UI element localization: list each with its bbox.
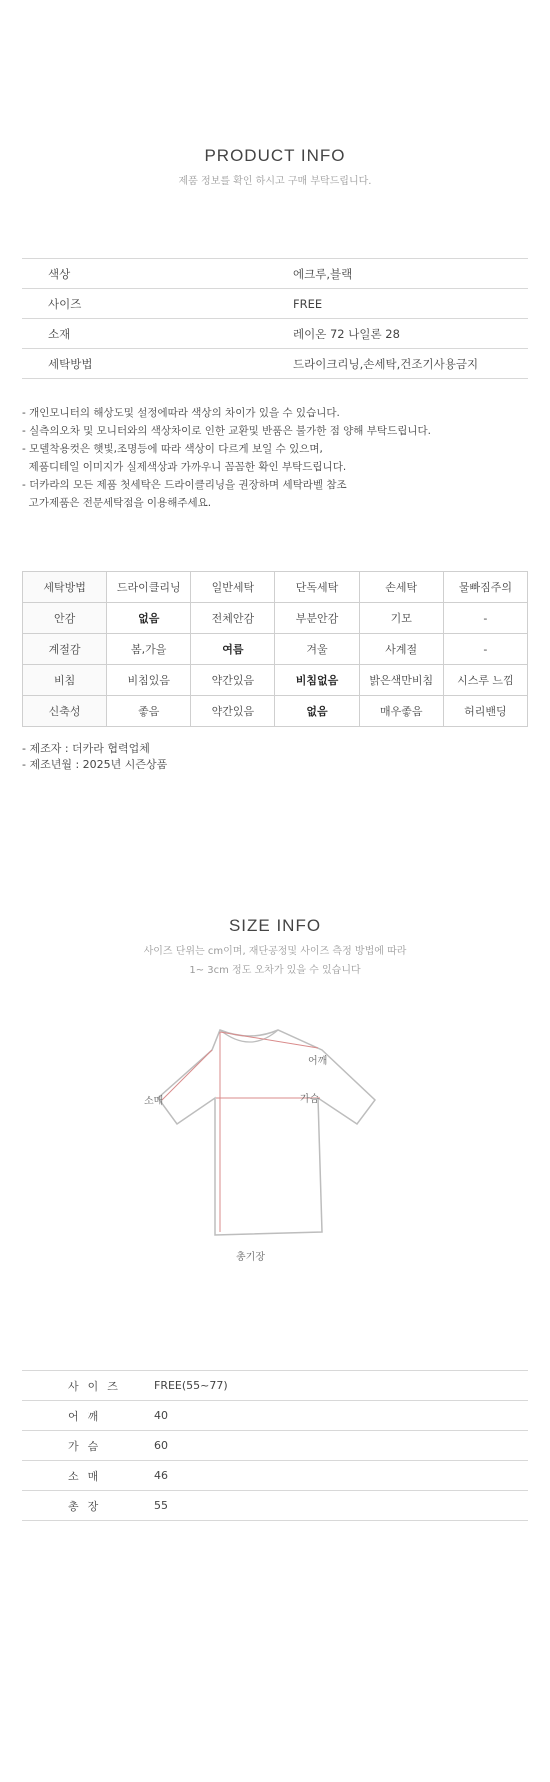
care-cell: 여름 xyxy=(191,634,275,665)
size-label: 가슴 xyxy=(68,1439,108,1453)
notice-item: - 모델착용컷은 햇빛,조명등에 따라 색상이 다르게 보일 수 있으며, xyxy=(22,443,323,455)
care-header-cell: 드라이클리닝 xyxy=(107,572,191,603)
care-cell: 없음 xyxy=(107,603,191,634)
care-row-label: 신축성 xyxy=(23,696,107,727)
care-row-stretch xyxy=(23,696,528,727)
size-value: 46 xyxy=(154,1469,168,1482)
care-row-label: 안감 xyxy=(23,603,107,634)
product-info-title: PRODUCT INFO xyxy=(204,146,346,165)
size-info-subtitle-2: 1~ 3cm 정도 오차가 있을 수 있습니다 xyxy=(189,965,361,976)
size-value: 55 xyxy=(154,1499,168,1512)
care-header-cell: 세탁방법 xyxy=(23,572,107,603)
size-info-title: SIZE INFO xyxy=(228,916,322,935)
care-cell: 밝은색만비침 xyxy=(359,665,443,696)
info-value: 레이온 72 나일론 28 xyxy=(293,326,400,341)
care-cell: 좋음 xyxy=(107,696,191,727)
care-row-season xyxy=(23,634,528,665)
info-value: 드라이크리닝,손세탁,건조기사용금지 xyxy=(293,356,479,371)
care-table xyxy=(22,571,528,727)
maker-info xyxy=(22,741,167,773)
care-cell: 봄,가을 xyxy=(107,634,191,665)
sleeve-label: 소매 xyxy=(144,1096,164,1107)
product-info-subtitle: 제품 정보를 확인 하시고 구매 부탁드립니다. xyxy=(178,176,372,187)
care-cell: - xyxy=(443,634,527,665)
info-row-color xyxy=(22,259,528,289)
notice-item: - 개인모니터의 해상도및 설정에따라 색상의 차이가 있을 수 있습니다. xyxy=(22,407,340,419)
info-value: FREE xyxy=(293,296,323,311)
manufacturer-text: - 제조자 : 더카라 협력업체 xyxy=(22,742,150,755)
care-cell: 허리밴딩 xyxy=(443,696,527,727)
care-cell: 사계절 xyxy=(359,634,443,665)
size-row xyxy=(22,1401,528,1431)
care-cell: 기모 xyxy=(359,603,443,634)
manufacture-date-text: - 제조년월 : 2025년 시즌상품 xyxy=(22,758,168,771)
care-cell: 부분안감 xyxy=(275,603,359,634)
size-label: 총장 xyxy=(68,1499,108,1513)
tshirt-icon xyxy=(150,1020,390,1260)
size-row xyxy=(22,1371,528,1401)
info-row-material xyxy=(22,319,528,349)
notice-item: 제품디테일 이미지가 실제색상과 가까우니 꼼꼼한 확인 부탁드립니다. xyxy=(22,461,347,473)
size-row xyxy=(22,1491,528,1521)
size-value: FREE(55~77) xyxy=(154,1379,228,1392)
care-cell: 전체안감 xyxy=(191,603,275,634)
care-cell: 겨울 xyxy=(275,634,359,665)
care-cell: 매우좋음 xyxy=(359,696,443,727)
product-info-table xyxy=(22,258,528,379)
chest-label: 가슴 xyxy=(300,1094,320,1105)
notice-list xyxy=(22,404,528,512)
size-label: 어깨 xyxy=(68,1409,108,1423)
size-value: 60 xyxy=(154,1439,168,1452)
size-info-subtitle-1: 사이즈 단위는 cm이며, 재단공정및 사이즈 측정 방법에 따라 xyxy=(143,946,407,957)
length-label: 총기장 xyxy=(236,1252,265,1263)
tshirt-size-diagram xyxy=(144,1020,390,1263)
size-value: 40 xyxy=(154,1409,168,1422)
size-label: 소매 xyxy=(68,1469,108,1483)
info-label: 세탁방법 xyxy=(48,356,93,371)
care-cell: 약간있음 xyxy=(191,665,275,696)
info-row-size xyxy=(22,289,528,319)
care-row-lining xyxy=(23,603,528,634)
care-row-sheer xyxy=(23,665,528,696)
notice-item: - 실측의오차 및 모니터와의 색상차이로 인한 교환및 반품은 불가한 점 양해 부탁드립니다. xyxy=(22,425,431,437)
size-row xyxy=(22,1431,528,1461)
size-label: 사이즈 xyxy=(68,1379,127,1393)
info-label: 색상 xyxy=(48,266,71,281)
care-header-cell: 손세탁 xyxy=(359,572,443,603)
care-cell: - xyxy=(443,603,527,634)
info-value: 에크루,블랙 xyxy=(293,266,353,281)
care-row-label: 계절감 xyxy=(23,634,107,665)
notice-item: - 더카라의 모든 제품 첫세탁은 드라이클리닝을 권장하며 세탁라벨 참조 xyxy=(22,479,347,491)
notice-item: 고가제품은 전문세탁점을 이용해주세요. xyxy=(22,497,212,509)
care-cell: 없음 xyxy=(275,696,359,727)
size-row xyxy=(22,1461,528,1491)
info-label: 사이즈 xyxy=(48,296,82,311)
care-header-cell: 물빠짐주의 xyxy=(443,572,527,603)
care-header-row xyxy=(23,572,528,603)
care-cell: 비침없음 xyxy=(275,665,359,696)
tshirt-outline xyxy=(158,1030,375,1235)
care-header-cell: 일반세탁 xyxy=(191,572,275,603)
care-header-cell: 단독세탁 xyxy=(275,572,359,603)
size-table xyxy=(22,1370,528,1521)
care-cell: 비침있음 xyxy=(107,665,191,696)
care-cell: 약간있음 xyxy=(191,696,275,727)
info-label: 소재 xyxy=(48,326,71,341)
care-cell: 시스루 느낌 xyxy=(443,665,527,696)
care-row-label: 비침 xyxy=(23,665,107,696)
shoulder-label: 어깨 xyxy=(308,1056,328,1067)
info-row-wash xyxy=(22,349,528,379)
